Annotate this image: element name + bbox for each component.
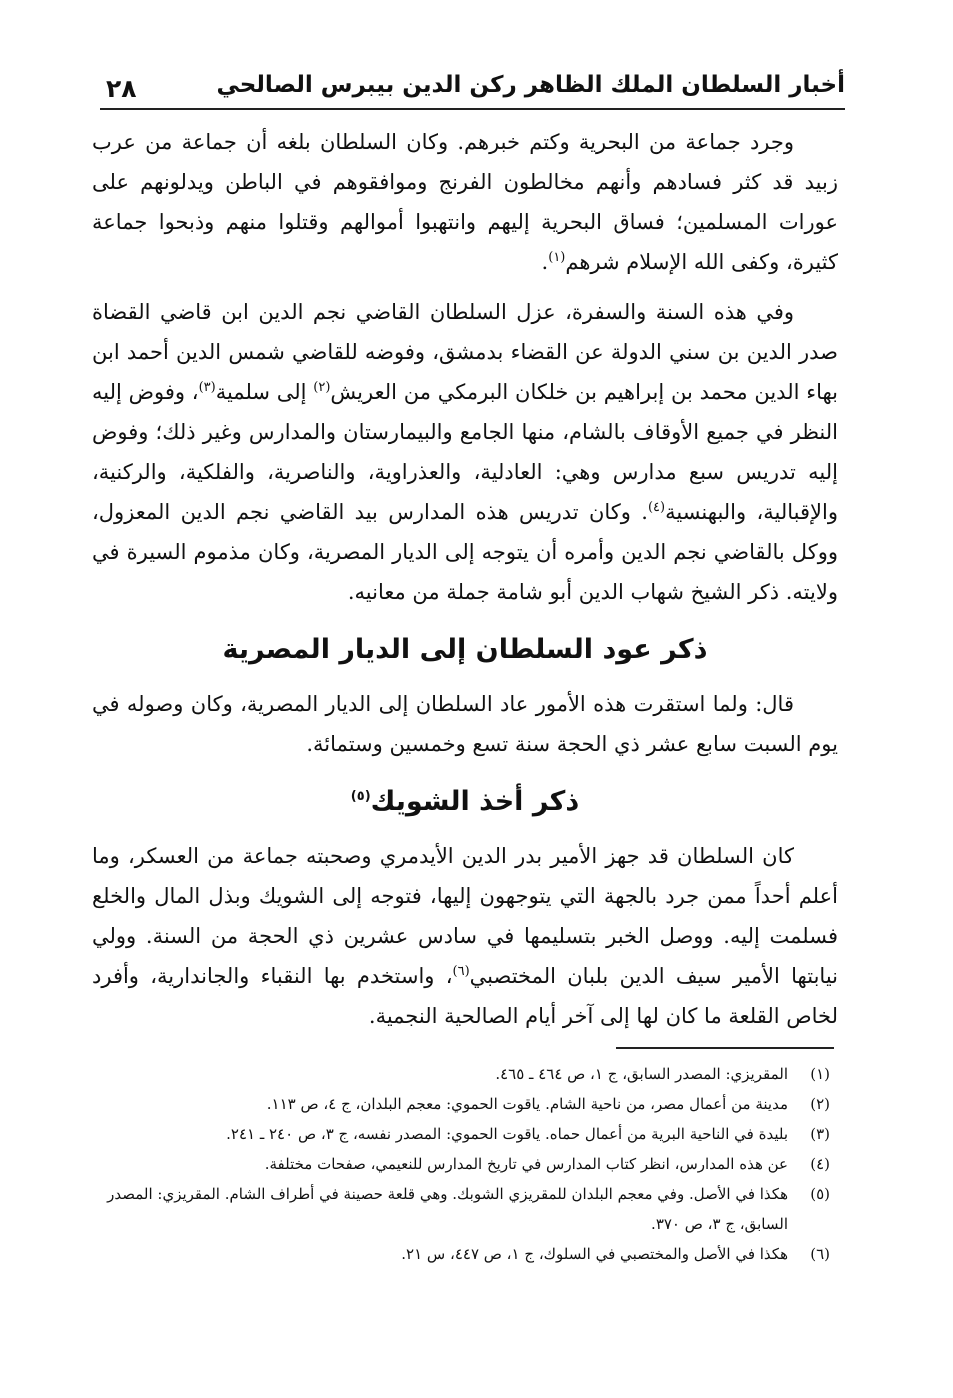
footnote-text: عن هذه المدارس، انظر كتاب المدارس في تاريخ المدارس للنعيمي، صفحات مختلفة.	[264, 1155, 788, 1173]
paragraph-text: ، وفوض إليه النظر في جميع الأوقاف بالشام، منها الجامع والبيمارستان والمدارس وغير ذلك؛ وفوض إليه تدريس سبع مدارس وهي: العادلية، والعذراوية، والناصرية، والفلكية، والركنية، والإقبالية، والبهنسية	[92, 380, 838, 524]
footnotes	[90, 1059, 830, 1269]
paragraph-text: كان السلطان قد جهز الأمير بدر الدين الأيدمري وصحبته جماعة من العسكر، وما أعلم أحداً ممن جرد بالجهة التي يتوجهون إليها، فتوجه إلى الشويك وبذل المال والخلع فسلمت إليه. ووصل الخبر بتسليمها في سادس عشرين ذي الحجة من السنة. وولي نيابتها الأمير سيف الدين بلبان المختصبي	[92, 844, 838, 988]
paragraph-text: . وكان تدريس هذه المدارس بيد القاضي نجم الدين المعزول، ووكل بالقاضي نجم الدين وأمره أن يتوجه إلى الديار المصرية، وكان مذموم السيرة في ولايته. ذكر الشيخ شهاب الدين أبو شامة جملة من معانيه.	[92, 500, 838, 604]
paragraph	[92, 684, 838, 764]
footnote-number: (٥)	[810, 1185, 830, 1203]
footnote	[90, 1239, 830, 1269]
footnote-text: المقريزي: المصدر السابق، ج ١، ص ٤٦٤ ـ ٤٦٥.	[495, 1065, 788, 1083]
running-header	[100, 62, 845, 110]
footnote	[90, 1179, 830, 1239]
footnote	[90, 1089, 830, 1119]
paragraph	[92, 836, 838, 1036]
paragraph-text: ، واستخدم بها النقباء والجاندارية، وأفرد لخاص القلعة ما كان لها إلى آخر أيام الصالحية النجمية.	[92, 964, 838, 1028]
footnote-ref: (٤)	[647, 500, 666, 515]
paragraph	[92, 292, 838, 612]
footnote	[90, 1059, 830, 1089]
footnote	[90, 1149, 830, 1179]
footnote-text: هكذا في الأصل. وفي معجم البلدان للمقريزي الشوبك. وهي قلعة حصينة في أطراف الشام. المقريزي: المصدر السابق، ج ٣، ص ٣٧٠.	[107, 1185, 788, 1233]
footnote-text: مدينة من أعمال مصر، من ناحية الشام. ياقوت الحموي: معجم البلدان، ج ٤، ص ١١٣.	[266, 1095, 788, 1113]
footnote-ref: (٢)	[313, 380, 331, 395]
heading-text: ذكر أخذ الشويك	[370, 786, 580, 817]
paragraph	[92, 122, 838, 282]
footnote-ref: (٣)	[198, 380, 216, 395]
running-title: أخبار السلطان الملك الظاهر ركن الدين بيبرس الصالحي	[216, 72, 845, 98]
footnote-separator	[616, 1047, 834, 1049]
page-number: ٢٨	[106, 74, 137, 103]
footnote-text: بليدة في الناحية البرية من أعمال حماه. ياقوت الحموي: المصدر نفسه، ج ٣، ص ٢٤٠ ـ ٢٤١.	[226, 1125, 788, 1143]
paragraph-text: وفي هذه السنة والسفرة، عزل السلطان القاضي نجم الدين ابن قاضي القضاة صدر الدين بن سني الدولة عن القضاء بدمشق، وفوضه للقاضي شمس الدين أحمد ابن بهاء الدين محمد بن إبراهيم بن خلكان البرمكي من العريش	[92, 300, 838, 404]
footnote-ref: (٦)	[452, 964, 470, 979]
footnote-number: (١)	[810, 1065, 830, 1083]
main-text	[92, 122, 838, 1046]
footnote-number: (٤)	[810, 1155, 830, 1173]
footnote-text: هكذا في الأصل والمختصبي في السلوك، ج ١، ص ٤٤٧، س ٢١.	[401, 1245, 788, 1263]
paragraph-end: .	[541, 250, 549, 274]
paragraph-text: قال: ولما استقرت هذه الأمور عاد السلطان إلى الديار المصرية، وكان وصوله في يوم السبت سابع عشر ذي الحجة سنة تسع وخمسين وستمائة.	[92, 692, 838, 756]
paragraph-text: وجرد جماعة من البحرية وكتم خبرهم. وكان السلطان بلغه أن جماعة من عرب زبيد قد كثر فسادهم وأنهم مخالطون الفرنج وموافقوهم في الباطن ويدلونهم على عورات المسلمين؛ فساق البحرية إليهم وانتهبوا أموالهم وقتلوا منهم وذبحوا جماعة كثيرة، وكفى الله الإسلام شرهم	[92, 130, 838, 274]
section-heading	[92, 778, 838, 826]
footnote-ref: (١)	[548, 250, 566, 265]
section-heading: ذكر عود السلطان إلى الديار المصرية	[222, 634, 708, 665]
footnote-number: (٦)	[810, 1245, 830, 1263]
paragraph-text: إلى سلمية	[215, 380, 314, 404]
footnote-ref: (٥)	[350, 789, 371, 804]
footnote-number: (٢)	[810, 1095, 830, 1113]
footnote-number: (٣)	[810, 1125, 830, 1143]
footnote	[90, 1119, 830, 1149]
